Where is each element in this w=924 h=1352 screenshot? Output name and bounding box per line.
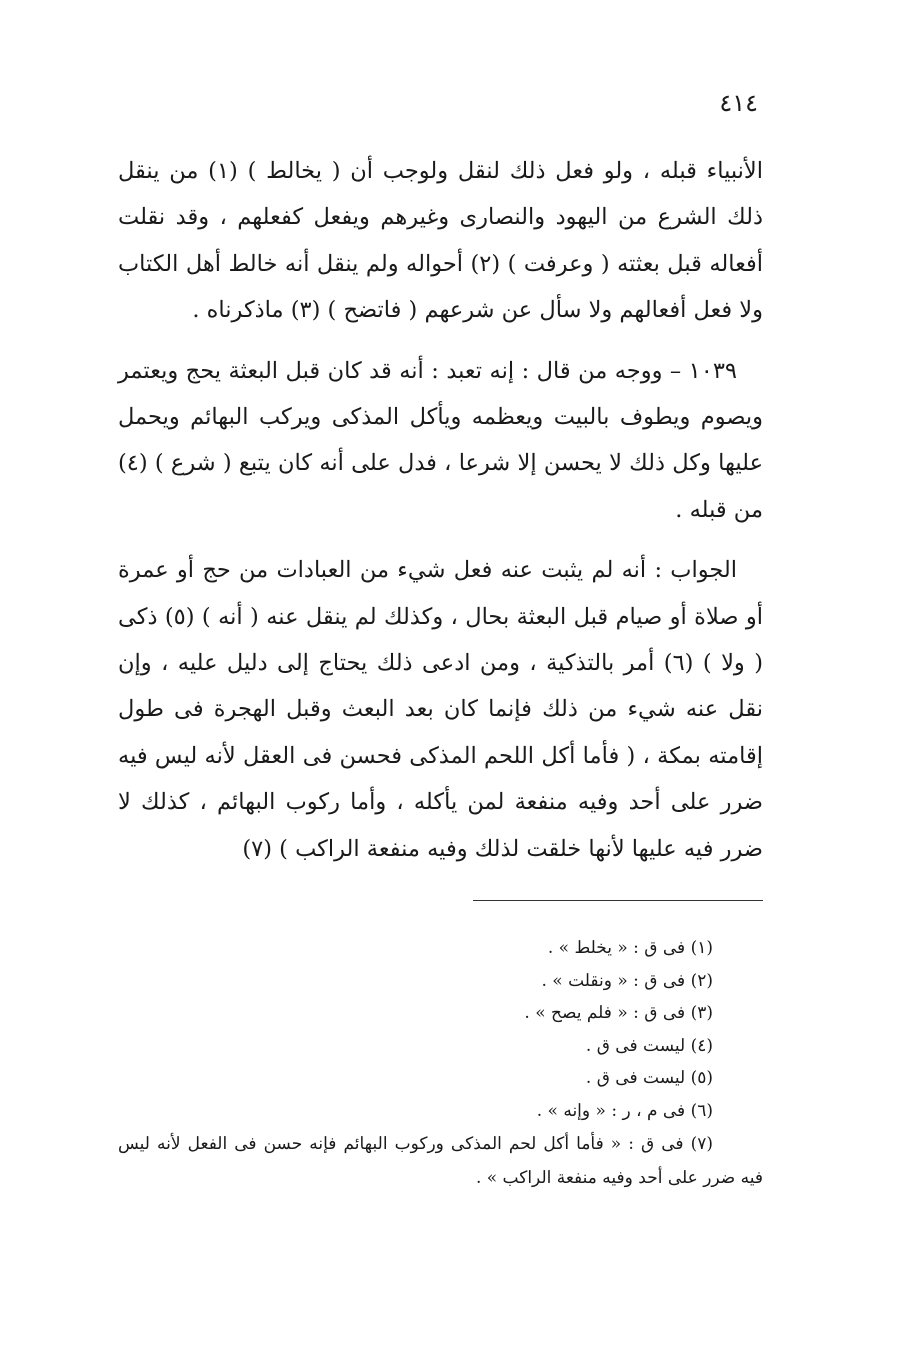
paragraph-1: الأنبياء قبله ، ولو فعل ذلك لنقل ولوجب أن ( يخالط ) (١) من ينقل ذلك الشرع من اليهود والنصارى وغيرهم ويفعل كفعلهم ، وقد نقلت أفعاله قبل بعثته ( وعرفت ) (٢) أحواله ولم ينقل أنه خالط أهل الكتاب ولا فعل أفعالهم ولا سأل عن شرعهم ( فاتضح ) (٣) ماذكرناه .: [118, 158, 763, 324]
footnote-1: (١) فى ق : « يخلط » .: [547, 938, 713, 958]
footnote-6: (٦) فى م ، ر : « وإنه » .: [536, 1100, 713, 1121]
footnote-4: (٤) ليست فى ق .: [585, 1035, 713, 1056]
paragraph-3: الجواب : أنه لم يثبت عنه فعل شيء من العبادات من حج أو عمرة أو صلاة أو صيام قبل البعثة بحال ، وكذلك لم ينقل عنه ( أنه ) (٥) ذكى ( ولا ) (٦) أمر بالتذكية ، ومن ادعى ذلك يحتاج إلى دليل عليه ، وإن نقل عنه شيء من ذلك فإنما كان بعد البعث وقبل الهجرة فى طول إقامته بمكة ، ( فأما أكل اللحم المذكى فحسن فى العقل لأنه ليس فيه ضرر على أحد وفيه منفعة لمن يأكله ، وأما ركوب البهائم ، كذلك لا ضرر فيه عليها لأنها خلقت لذلك وفيه منفعة الراكب ) (٧): [118, 557, 764, 862]
footnotes: [118, 932, 763, 1195]
page-number: ٤١٤: [719, 89, 758, 117]
paragraph-2: ١٠٣٩ – ووجه من قال : إنه تعبد : أنه قد كان قبل البعثة يحج ويعتمر ويصوم ويطوف بالبيت ويعظمه ويأكل المذكى ويركب البهائم ويحمل عليها وكل ذلك لا يحسن إلا شرعا ، فدل على أنه كان يتبع ( شرع ) (٤) من قبله .: [118, 357, 763, 523]
footnote-2: (٢) فى ق : « ونقلت » .: [541, 970, 713, 991]
footnote-7: (٧) فى ق : « فأما أكل لحم المذكى وركوب البهائم فإنه حسن فى الفعل لأنه ليس فيه ضرر على أحد وفيه منفعة الراكب » .: [118, 1134, 763, 1188]
footnote-3: (٣) فى ق : « فلم يصح » .: [524, 1003, 713, 1023]
document-page: [118, 80, 763, 1320]
main-text: [118, 148, 763, 872]
footnote-separator: [473, 900, 763, 901]
footnote-5: (٥) ليست فى ق .: [585, 1068, 713, 1088]
